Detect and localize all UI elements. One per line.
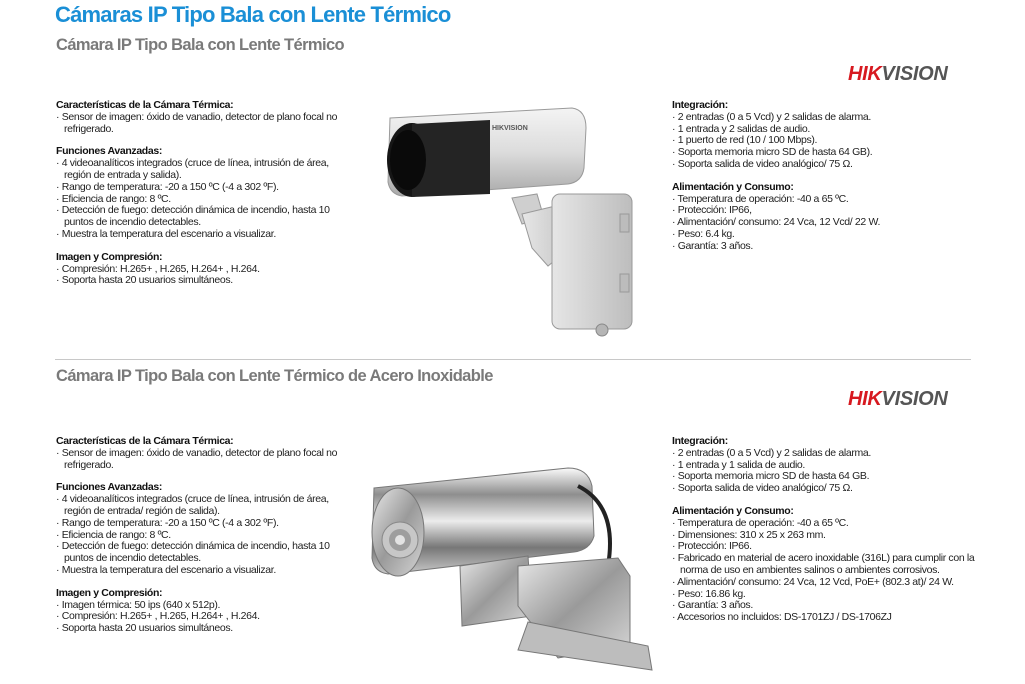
spec-item: · Peso: 16.86 kg. [672,589,992,601]
product-1-title: Cámara IP Tipo Bala con Lente Térmico [56,36,345,54]
spec-heading: Características de la Cámara Térmica: [56,99,234,111]
spec-item: · Temperatura de operación: -40 a 65 ºC. [672,194,982,206]
spec-item: · Temperatura de operación: -40 a 65 ºC. [672,518,992,530]
spec-group [56,482,356,576]
spec-group [672,436,992,495]
logo-vision-text: VISION [881,388,948,410]
spec-item: · 1 entrada y 1 salida de audio. [672,460,992,472]
spec-item: · 1 entrada y 2 salidas de audio. [672,124,982,136]
spec-item: · Imagen térmica: 50 ips (640 x 512p). [56,600,356,612]
spec-group [672,182,982,253]
spec-heading: Integración: [672,435,728,447]
spec-heading: Características de la Cámara Térmica: [56,435,234,447]
spec-item: · Protección: IP66, [672,205,982,217]
logo-vision-text: VISION [881,63,948,85]
spec-item: · 2 entradas (0 a 5 Vcd) y 2 salidas de alarma. [672,112,982,124]
product-2-title: Cámara IP Tipo Bala con Lente Térmico de Acero Inoxidable [56,367,493,385]
spec-item: · Eficiencia de rango: 8 ºC. [56,194,356,206]
spec-item: · Protección: IP66. [672,541,992,553]
product-1-specs-left [56,100,356,298]
spec-heading: Funciones Avanzadas: [56,145,162,158]
spec-item: · Peso: 6.4 kg. [672,229,982,241]
hikvision-logo-2 [848,388,948,411]
spec-group [56,252,356,287]
spec-heading: Alimentación y Consumo: [672,504,794,517]
spec-group [672,506,992,624]
spec-item: · Compresión: H.265+ , H.265, H.264+ , H.264. [56,611,356,623]
spec-heading: Funciones Avanzadas: [56,481,162,494]
logo-hik-text: HIK [848,388,882,410]
camera-brand-label: HIKVISION [492,125,528,132]
spec-item: · Soporta memoria micro SD de hasta 64 GB. [672,471,992,483]
spec-group [56,146,356,240]
spec-heading: Integración: [672,99,728,111]
logo-hik-text: HIK [848,63,882,85]
spec-item: · Soporta salida de video analógico/ 75 Ω. [672,159,982,171]
spec-item: · Alimentación/ consumo: 24 Vca, 12 Vcd/ 22 W. [672,217,982,229]
spec-item: · Rango de temperatura: -20 a 150 ºC (-4 a 302 ºF). [56,518,356,530]
spec-heading: Imagen y Compresión: [56,250,163,263]
spec-item: · Detección de fuego: detección dinámica de incendio, hasta 10 puntos de incendio detectables. [56,205,356,229]
spec-item: · Sensor de imagen: óxido de vanadio, detector de plano focal no refrigerado. [56,112,356,136]
spec-heading: Imagen y Compresión: [56,586,163,599]
spec-item: · Eficiencia de rango: 8 ºC. [56,530,356,542]
spec-item: · 4 videoanalíticos integrados (cruce de línea, intrusión de área, región de entrada/ región de salida). [56,494,356,518]
spec-group [672,100,982,171]
spec-heading: Alimentación y Consumo: [672,180,794,193]
product-2-specs-right [672,436,992,635]
spec-item: · 4 videoanalíticos integrados (cruce de línea, intrusión de área, región de entrada y salida). [56,158,356,182]
spec-item: · 2 entradas (0 a 5 Vcd) y 2 salidas de alarma. [672,448,992,460]
spec-group [56,100,356,135]
spec-item: · Alimentación/ consumo: 24 Vca, 12 Vcd, PoE+ (802.3 at)/ 24 W. [672,577,992,589]
spec-item: · Rango de temperatura: -20 a 150 ºC (-4 a 302 ºF). [56,182,356,194]
spec-item: · Garantía: 3 años. [672,600,992,612]
spec-item: · Soporta hasta 20 usuarios simultáneos. [56,275,356,287]
spec-item: · Garantía: 3 años. [672,241,982,253]
spec-item: · Sensor de imagen: óxido de vanadio, detector de plano focal no refrigerado. [56,448,356,472]
product-2-specs-left [56,436,356,646]
spec-item: · Fabricado en material de acero inoxidable (316L) para cumplir con la norma de uso en ambientes salinos o ambientes corrosivos. [672,553,992,577]
spec-group [56,588,356,635]
thermal-bullet-camera-image [372,98,662,350]
spec-item: · Muestra la temperatura del escenario a visualizar. [56,229,356,241]
section-divider [55,359,971,360]
spec-item: · Compresión: H.265+ , H.265, H.264+ , H.264. [56,264,356,276]
spec-item: · Soporta hasta 20 usuarios simultáneos. [56,623,356,635]
spec-item: · Muestra la temperatura del escenario a visualizar. [56,565,356,577]
spec-item: · Accesorios no incluidos: DS-1701ZJ / DS-1706ZJ [672,612,992,624]
page-title: Cámaras IP Tipo Bala con Lente Térmico [55,2,451,27]
hikvision-logo-1 [848,63,948,86]
product-1-specs-right [672,100,982,264]
spec-item: · Dimensiones: 310 x 25 x 263 mm. [672,530,992,542]
stainless-thermal-camera-image [368,446,664,680]
spec-item: · Soporta salida de video analógico/ 75 Ω. [672,483,992,495]
spec-item: · 1 puerto de red (10 / 100 Mbps). [672,135,982,147]
spec-item: · Detección de fuego: detección dinámica de incendio, hasta 10 puntos de incendio detectables. [56,541,356,565]
spec-group [56,436,356,471]
spec-item: · Soporta memoria micro SD de hasta 64 GB). [672,147,982,159]
